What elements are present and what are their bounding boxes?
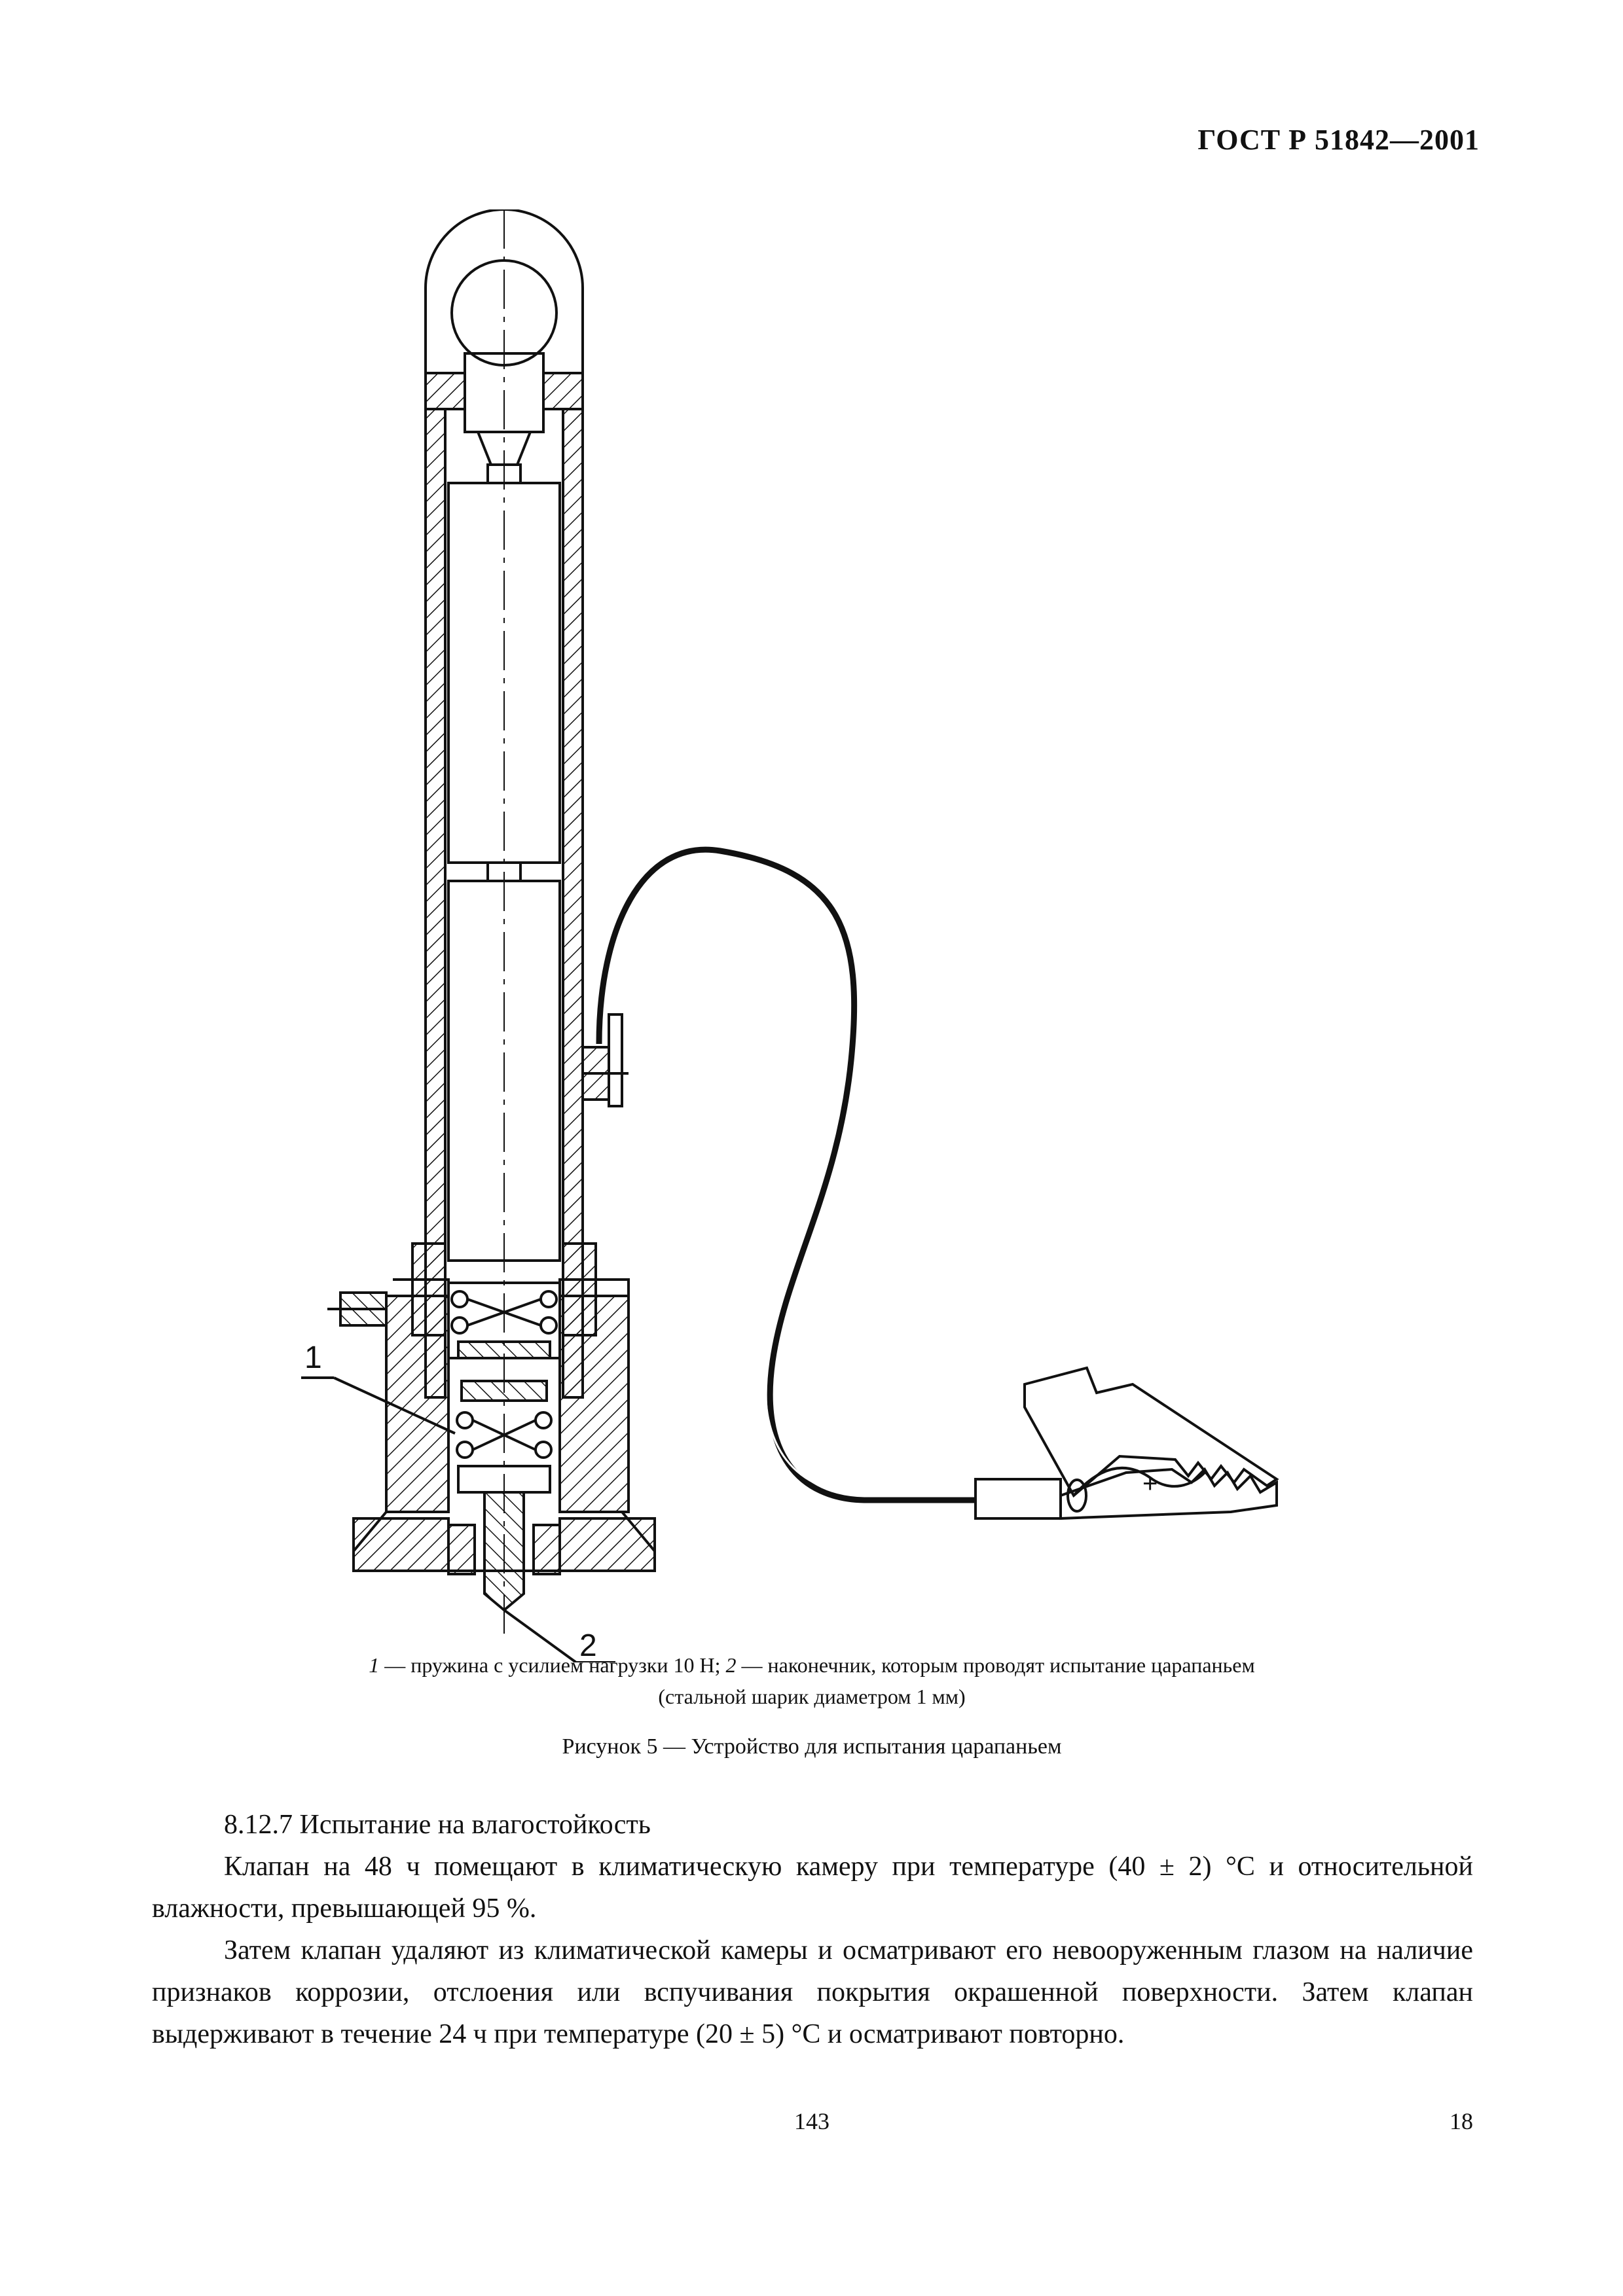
section-title: 8.12.7 Испытание на влагостойкость <box>224 1810 651 1840</box>
legend-line-1: 1 — пружина с усилием нагрузки 10 Н; 2 — наконечник, которым проводят испытание царапаньем <box>369 1653 1255 1677</box>
scratch-tip <box>484 1492 524 1610</box>
callout-1: 1 <box>304 1340 322 1375</box>
cable <box>599 850 976 1500</box>
body-text <box>152 1804 1473 2055</box>
callout-2: 2 <box>579 1628 597 1662</box>
legend-line-2: (стальной шарик диаметром 1 мм) <box>658 1685 966 1708</box>
paragraph-2: Затем клапан удаляют из климатической камеры и осматривают его невооруженным глазом на наличие признаков коррозии, отслоения или вспучивания покрытия окрашенной поверхности. Затем клапан выдерживают в течение 24 ч при температуре (20 ± 5) °С и осматривают повторно. <box>152 1935 1473 2049</box>
figure-caption: Рисунок 5 — Устройство для испытания царапаньем <box>562 1734 1062 1759</box>
clip-sleeve <box>976 1479 1061 1518</box>
clip-polarity-plus: + <box>1142 1469 1158 1498</box>
paragraph-1: Клапан на 48 ч помещают в климатическую камеру при температуре (40 ± 2) °С и относительной влажности, превышающей 95 %. <box>152 1852 1473 1924</box>
document-header: ГОСТ Р 51842—2001 <box>1197 124 1480 156</box>
figure-legend <box>196 1649 1427 1712</box>
scratch-test-device-drawing <box>301 209 1336 1662</box>
page-number-center: 143 <box>794 2108 830 2134</box>
page-number-right: 18 <box>1450 2108 1473 2134</box>
